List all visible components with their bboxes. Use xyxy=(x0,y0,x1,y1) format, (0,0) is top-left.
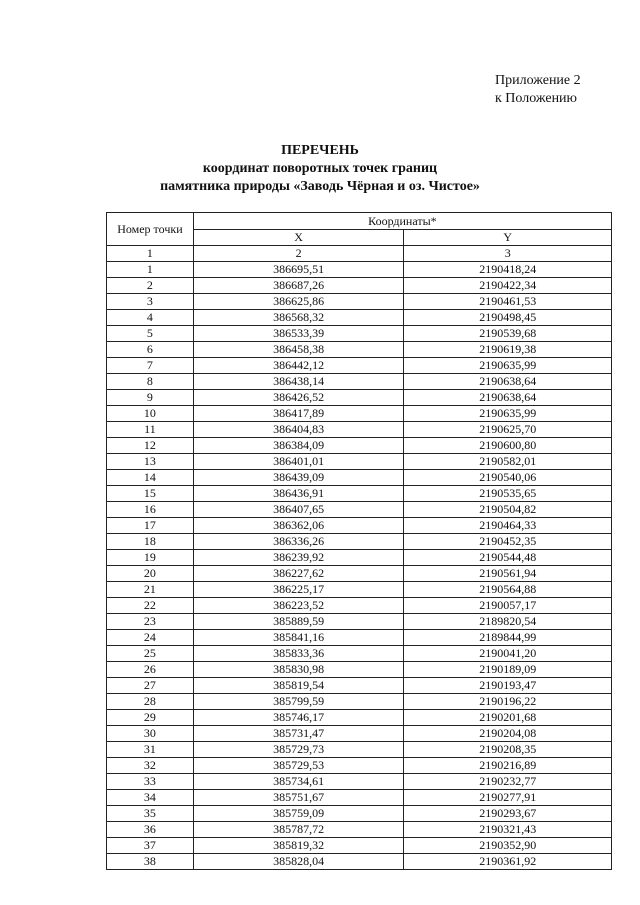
point-number-cell: 24 xyxy=(107,630,194,646)
table-row xyxy=(107,582,612,598)
title-line-2: координат поворотных точек границ xyxy=(202,161,438,176)
x-coordinate-cell: 386223,52 xyxy=(193,598,404,614)
y-coordinate-cell: 2189820,54 xyxy=(404,614,612,630)
x-coordinate-cell: 386384,09 xyxy=(193,438,404,454)
y-coordinate-cell: 2190582,01 xyxy=(404,454,612,470)
table-row xyxy=(107,838,612,854)
table-row xyxy=(107,454,612,470)
table-row xyxy=(107,790,612,806)
x-coordinate-cell: 386439,09 xyxy=(193,470,404,486)
x-coordinate-cell: 386227,62 xyxy=(193,566,404,582)
x-coordinate-cell: 386417,89 xyxy=(193,406,404,422)
table-row xyxy=(107,342,612,358)
y-coordinate-cell: 2190277,91 xyxy=(404,790,612,806)
y-coordinate-cell: 2190204,08 xyxy=(404,726,612,742)
y-coordinate-cell: 2190216,89 xyxy=(404,758,612,774)
title-line-1: ПЕРЕЧЕНЬ xyxy=(281,143,359,158)
y-coordinate-cell: 2190352,90 xyxy=(404,838,612,854)
x-coordinate-cell: 385731,47 xyxy=(193,726,404,742)
table-row xyxy=(107,502,612,518)
x-coordinate-cell: 385819,32 xyxy=(193,838,404,854)
table-row xyxy=(107,678,612,694)
x-coordinate-cell: 386436,91 xyxy=(193,486,404,502)
x-coordinate-cell: 386687,26 xyxy=(193,278,404,294)
table-row xyxy=(107,406,612,422)
appendix-line-1: Приложение 2 xyxy=(495,73,581,88)
y-coordinate-cell: 2190189,09 xyxy=(404,662,612,678)
x-coordinate-cell: 386438,14 xyxy=(193,374,404,390)
table-row xyxy=(107,630,612,646)
x-coordinate-cell: 385759,09 xyxy=(193,806,404,822)
table-body xyxy=(107,262,612,870)
x-coordinate-cell: 386625,86 xyxy=(193,294,404,310)
table-row xyxy=(107,742,612,758)
x-coordinate-cell: 386401,01 xyxy=(193,454,404,470)
point-number-cell: 25 xyxy=(107,646,194,662)
header-y: Y xyxy=(404,230,612,246)
x-coordinate-cell: 385841,16 xyxy=(193,630,404,646)
table-row xyxy=(107,310,612,326)
column-number-1: 1 xyxy=(107,246,194,262)
y-coordinate-cell: 2190196,22 xyxy=(404,694,612,710)
point-number-cell: 5 xyxy=(107,326,194,342)
table-row xyxy=(107,486,612,502)
table-row xyxy=(107,710,612,726)
point-number-cell: 14 xyxy=(107,470,194,486)
y-coordinate-cell: 2190057,17 xyxy=(404,598,612,614)
x-coordinate-cell: 385830,98 xyxy=(193,662,404,678)
table-row xyxy=(107,774,612,790)
point-number-cell: 27 xyxy=(107,678,194,694)
y-coordinate-cell: 2190041,20 xyxy=(404,646,612,662)
x-coordinate-cell: 385746,17 xyxy=(193,710,404,726)
y-coordinate-cell: 2190544,48 xyxy=(404,550,612,566)
point-number-cell: 4 xyxy=(107,310,194,326)
x-coordinate-cell: 385729,53 xyxy=(193,758,404,774)
y-coordinate-cell: 2190600,80 xyxy=(404,438,612,454)
point-number-cell: 35 xyxy=(107,806,194,822)
point-number-cell: 36 xyxy=(107,822,194,838)
point-number-cell: 26 xyxy=(107,662,194,678)
table-row xyxy=(107,726,612,742)
table-row xyxy=(107,470,612,486)
y-coordinate-cell: 2190638,64 xyxy=(404,374,612,390)
y-coordinate-cell: 2190498,45 xyxy=(404,310,612,326)
x-coordinate-cell: 385828,04 xyxy=(193,854,404,870)
y-coordinate-cell: 2190208,35 xyxy=(404,742,612,758)
appendix-line-2: к Положению xyxy=(495,91,578,106)
point-number-cell: 30 xyxy=(107,726,194,742)
table-row xyxy=(107,758,612,774)
table-row xyxy=(107,326,612,342)
y-coordinate-cell: 2190635,99 xyxy=(404,406,612,422)
point-number-cell: 11 xyxy=(107,422,194,438)
point-number-cell: 37 xyxy=(107,838,194,854)
table-row xyxy=(107,534,612,550)
y-coordinate-cell: 2190564,88 xyxy=(404,582,612,598)
table-row xyxy=(107,614,612,630)
point-number-cell: 7 xyxy=(107,358,194,374)
table-row xyxy=(107,438,612,454)
point-number-cell: 10 xyxy=(107,406,194,422)
x-coordinate-cell: 386362,06 xyxy=(193,518,404,534)
table-row xyxy=(107,822,612,838)
header-x: X xyxy=(193,230,404,246)
y-coordinate-cell: 2190539,68 xyxy=(404,326,612,342)
point-number-cell: 8 xyxy=(107,374,194,390)
point-number-cell: 31 xyxy=(107,742,194,758)
y-coordinate-cell: 2190504,82 xyxy=(404,502,612,518)
table-row xyxy=(107,374,612,390)
point-number-cell: 17 xyxy=(107,518,194,534)
point-number-cell: 3 xyxy=(107,294,194,310)
y-coordinate-cell: 2190422,34 xyxy=(404,278,612,294)
table-row xyxy=(107,662,612,678)
table-row xyxy=(107,358,612,374)
x-coordinate-cell: 385729,73 xyxy=(193,742,404,758)
document-title xyxy=(0,142,640,196)
x-coordinate-cell: 386458,38 xyxy=(193,342,404,358)
x-coordinate-cell: 386407,65 xyxy=(193,502,404,518)
point-number-cell: 21 xyxy=(107,582,194,598)
table-row xyxy=(107,294,612,310)
appendix-note xyxy=(495,72,581,108)
point-number-cell: 22 xyxy=(107,598,194,614)
x-coordinate-cell: 385799,59 xyxy=(193,694,404,710)
header-point-number: Номер точки xyxy=(107,213,194,246)
y-coordinate-cell: 2190635,99 xyxy=(404,358,612,374)
point-number-cell: 20 xyxy=(107,566,194,582)
point-number-cell: 18 xyxy=(107,534,194,550)
header-coordinates: Координаты* xyxy=(193,213,611,230)
x-coordinate-cell: 386404,83 xyxy=(193,422,404,438)
table-row xyxy=(107,278,612,294)
column-number-3: 3 xyxy=(404,246,612,262)
point-number-cell: 6 xyxy=(107,342,194,358)
x-coordinate-cell: 386225,17 xyxy=(193,582,404,598)
point-number-cell: 29 xyxy=(107,710,194,726)
table-row xyxy=(107,262,612,278)
x-coordinate-cell: 386533,39 xyxy=(193,326,404,342)
y-coordinate-cell: 2190201,68 xyxy=(404,710,612,726)
title-line-3: памятника природы «Заводь Чёрная и оз. Чистое» xyxy=(160,179,480,194)
y-coordinate-cell: 2190321,43 xyxy=(404,822,612,838)
point-number-cell: 13 xyxy=(107,454,194,470)
point-number-cell: 19 xyxy=(107,550,194,566)
x-coordinate-cell: 385889,59 xyxy=(193,614,404,630)
point-number-cell: 34 xyxy=(107,790,194,806)
y-coordinate-cell: 2189844,99 xyxy=(404,630,612,646)
point-number-cell: 38 xyxy=(107,854,194,870)
table-row xyxy=(107,566,612,582)
point-number-cell: 9 xyxy=(107,390,194,406)
y-coordinate-cell: 2190232,77 xyxy=(404,774,612,790)
x-coordinate-cell: 386239,92 xyxy=(193,550,404,566)
y-coordinate-cell: 2190461,53 xyxy=(404,294,612,310)
x-coordinate-cell: 385787,72 xyxy=(193,822,404,838)
x-coordinate-cell: 386568,32 xyxy=(193,310,404,326)
point-number-cell: 15 xyxy=(107,486,194,502)
y-coordinate-cell: 2190561,94 xyxy=(404,566,612,582)
y-coordinate-cell: 2190193,47 xyxy=(404,678,612,694)
coordinates-table xyxy=(106,212,612,870)
x-coordinate-cell: 386695,51 xyxy=(193,262,404,278)
point-number-cell: 2 xyxy=(107,278,194,294)
y-coordinate-cell: 2190418,24 xyxy=(404,262,612,278)
x-coordinate-cell: 386336,26 xyxy=(193,534,404,550)
table-row xyxy=(107,550,612,566)
table-row xyxy=(107,598,612,614)
x-coordinate-cell: 385833,36 xyxy=(193,646,404,662)
y-coordinate-cell: 2190293,67 xyxy=(404,806,612,822)
point-number-cell: 32 xyxy=(107,758,194,774)
point-number-cell: 16 xyxy=(107,502,194,518)
x-coordinate-cell: 386426,52 xyxy=(193,390,404,406)
y-coordinate-cell: 2190452,35 xyxy=(404,534,612,550)
x-coordinate-cell: 385751,67 xyxy=(193,790,404,806)
table-row xyxy=(107,390,612,406)
point-number-cell: 28 xyxy=(107,694,194,710)
x-coordinate-cell: 385819,54 xyxy=(193,678,404,694)
x-coordinate-cell: 385734,61 xyxy=(193,774,404,790)
y-coordinate-cell: 2190638,64 xyxy=(404,390,612,406)
y-coordinate-cell: 2190619,38 xyxy=(404,342,612,358)
y-coordinate-cell: 2190535,65 xyxy=(404,486,612,502)
table-row xyxy=(107,422,612,438)
table-row xyxy=(107,854,612,870)
y-coordinate-cell: 2190540,06 xyxy=(404,470,612,486)
y-coordinate-cell: 2190625,70 xyxy=(404,422,612,438)
point-number-cell: 23 xyxy=(107,614,194,630)
y-coordinate-cell: 2190464,33 xyxy=(404,518,612,534)
table-row xyxy=(107,518,612,534)
point-number-cell: 1 xyxy=(107,262,194,278)
point-number-cell: 12 xyxy=(107,438,194,454)
point-number-cell: 33 xyxy=(107,774,194,790)
y-coordinate-cell: 2190361,92 xyxy=(404,854,612,870)
table-row xyxy=(107,646,612,662)
column-number-2: 2 xyxy=(193,246,404,262)
x-coordinate-cell: 386442,12 xyxy=(193,358,404,374)
table-row xyxy=(107,694,612,710)
table-row xyxy=(107,806,612,822)
